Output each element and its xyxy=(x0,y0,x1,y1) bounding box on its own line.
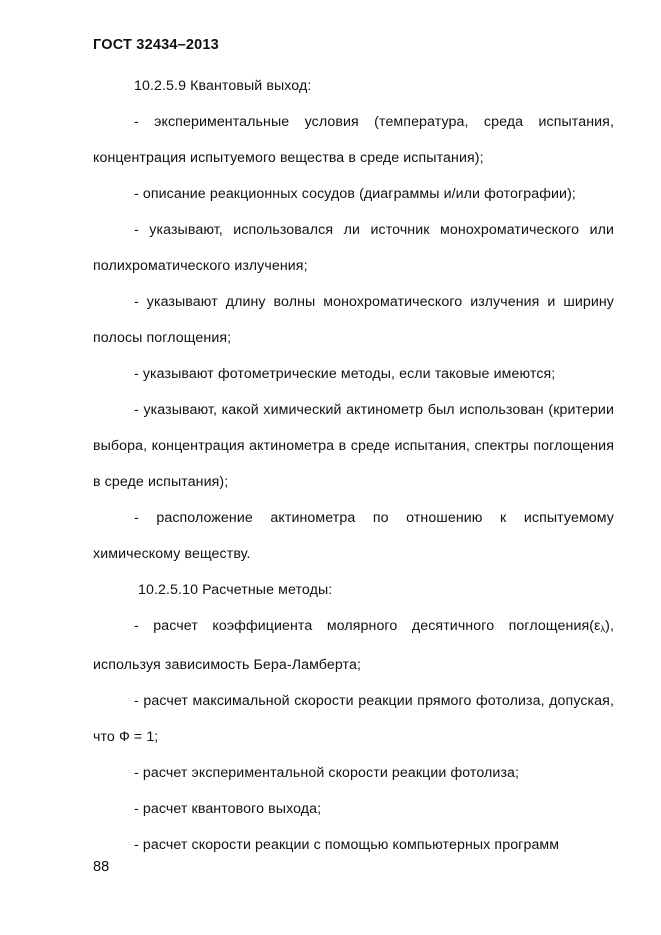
list-item-chemical-actinometer: - указывают, какой химический актинометр был использован (критерии выбора, концентрация актинометра в среде испытания, спектры поглощения в среде испытания); xyxy=(93,402,614,490)
list-item-reaction-vessels: - описание реакционных сосудов (диаграммы и/или фотографии); xyxy=(134,186,576,202)
document-header: ГОСТ 32434–2013 xyxy=(93,37,219,53)
list-item-experimental-conditions: - экспериментальные условия (температура, среда испытания, концентрация испытуемого вещества в среде испытания); xyxy=(93,114,614,166)
list-item-radiation-source: - указывают, использовался ли источник монохроматического или полихроматического излучения; xyxy=(93,222,614,274)
section-heading-quantum-yield: 10.2.5.9 Квантовый выход: xyxy=(134,78,312,94)
page-number: 88 xyxy=(93,859,110,875)
list-item-wavelength: - указывают длину волны монохроматического излучения и ширину полосы поглощения; xyxy=(93,294,614,346)
section-heading-calculation-methods: 10.2.5.10 Расчетные методы: xyxy=(138,582,333,598)
text-segment: ), используя зависимость Бера-Ламберта; xyxy=(93,618,614,673)
text-segment: - расчет коэффициента молярного десятичного поглощения(ε xyxy=(134,618,601,634)
list-item-quantum-yield-calc: - расчет квантового выхода; xyxy=(134,801,322,817)
lambda-subscript: λ xyxy=(600,624,606,634)
document-body xyxy=(93,68,614,863)
list-item-max-reaction-rate: - расчет максимальной скорости реакции прямого фотолиза, допуская, что Ф = 1; xyxy=(93,693,614,745)
list-item-actinometer-position: - расположение актинометра по отношению к испытуемому химическому веществу. xyxy=(93,510,614,562)
list-item-experimental-rate: - расчет экспериментальной скорости реакции фотолиза; xyxy=(134,765,520,781)
list-item-photometric-methods: - указывают фотометрические методы, если таковые имеются; xyxy=(134,366,556,382)
list-item-absorption-coefficient xyxy=(93,608,614,683)
list-item-software-calculation: - расчет скорости реакции с помощью компьютерных программ xyxy=(134,837,560,853)
